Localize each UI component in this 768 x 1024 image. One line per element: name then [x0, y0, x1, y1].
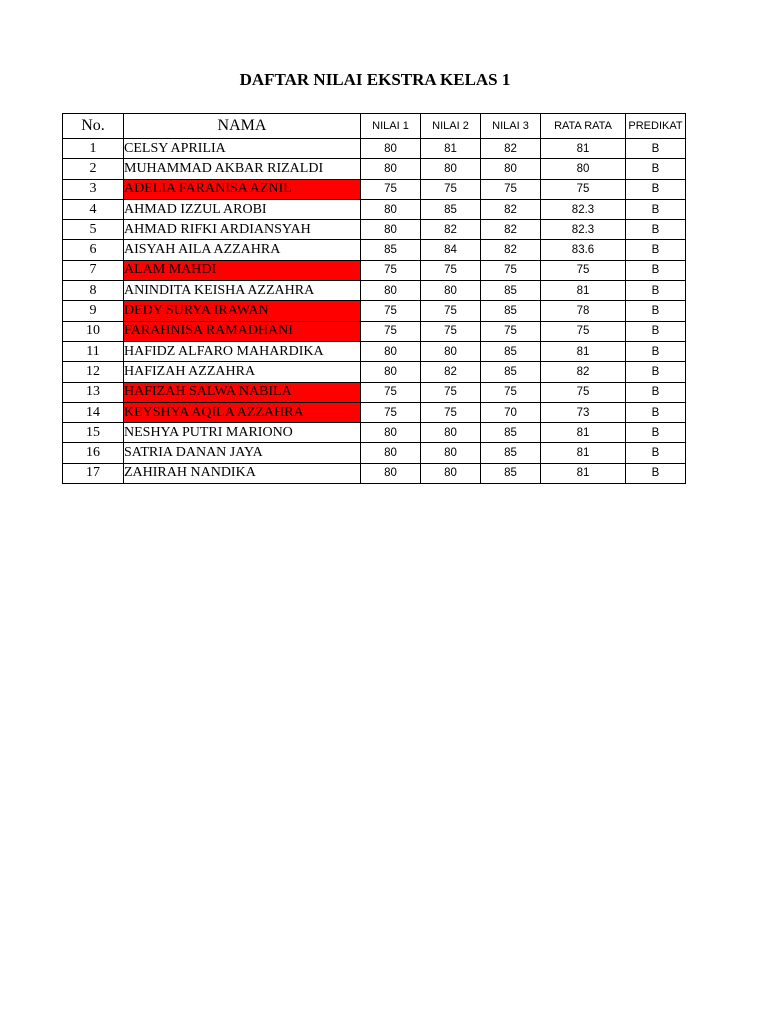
cell-rata-rata: 80 — [541, 159, 626, 179]
cell-nilai-3: 75 — [481, 382, 541, 402]
cell-rata-rata: 73 — [541, 402, 626, 422]
table-row — [63, 321, 686, 341]
table-row — [63, 179, 686, 199]
cell-nilai-1: 80 — [361, 341, 421, 361]
cell-predikat: B — [626, 443, 686, 463]
cell-nilai-2: 75 — [421, 382, 481, 402]
cell-no: 13 — [63, 382, 124, 402]
cell-nilai-1: 75 — [361, 301, 421, 321]
cell-nilai-1: 80 — [361, 220, 421, 240]
cell-nilai-3: 85 — [481, 301, 541, 321]
cell-name: FARAHNISA RAMADHANI — [124, 321, 361, 341]
table-row — [63, 341, 686, 361]
cell-no: 7 — [63, 260, 124, 280]
cell-name: HAFIZAH SALWA NABILA — [124, 382, 361, 402]
cell-nilai-3: 82 — [481, 220, 541, 240]
cell-nilai-3: 85 — [481, 341, 541, 361]
cell-rata-rata: 81 — [541, 341, 626, 361]
table-row — [63, 362, 686, 382]
cell-predikat: B — [626, 321, 686, 341]
table-row — [63, 159, 686, 179]
cell-predikat: B — [626, 281, 686, 301]
cell-rata-rata: 75 — [541, 179, 626, 199]
cell-nilai-3: 85 — [481, 423, 541, 443]
cell-rata-rata: 75 — [541, 382, 626, 402]
cell-no: 16 — [63, 443, 124, 463]
cell-nilai-3: 82 — [481, 240, 541, 260]
document-title: DAFTAR NILAI EKSTRA KELAS 1 — [239, 70, 511, 89]
header-predikat: PREDIKAT — [626, 114, 686, 139]
cell-rata-rata: 81 — [541, 443, 626, 463]
cell-rata-rata: 81 — [541, 463, 626, 483]
table-row — [63, 139, 686, 159]
cell-nilai-2: 81 — [421, 139, 481, 159]
cell-nilai-3: 85 — [481, 443, 541, 463]
cell-no: 12 — [63, 362, 124, 382]
cell-rata-rata: 78 — [541, 301, 626, 321]
header-nilai-2: NILAI 2 — [421, 114, 481, 139]
cell-no: 3 — [63, 179, 124, 199]
cell-nilai-1: 80 — [361, 159, 421, 179]
cell-rata-rata: 82.3 — [541, 199, 626, 219]
cell-no: 14 — [63, 402, 124, 422]
table-row — [63, 220, 686, 240]
cell-nilai-1: 75 — [361, 260, 421, 280]
cell-nilai-2: 82 — [421, 220, 481, 240]
cell-nilai-3: 85 — [481, 362, 541, 382]
grades-table — [62, 113, 686, 484]
cell-no: 17 — [63, 463, 124, 483]
table-row — [63, 423, 686, 443]
cell-predikat: B — [626, 240, 686, 260]
cell-nilai-2: 80 — [421, 159, 481, 179]
cell-nilai-1: 75 — [361, 321, 421, 341]
cell-nilai-3: 82 — [481, 139, 541, 159]
cell-nilai-2: 75 — [421, 301, 481, 321]
cell-rata-rata: 75 — [541, 321, 626, 341]
cell-name: SATRIA DANAN JAYA — [124, 443, 361, 463]
table-row — [63, 443, 686, 463]
cell-nilai-3: 80 — [481, 159, 541, 179]
cell-name: ADELIA FARANISA AZNIL — [124, 179, 361, 199]
cell-nilai-3: 82 — [481, 199, 541, 219]
cell-nilai-2: 75 — [421, 321, 481, 341]
table-row — [63, 260, 686, 280]
cell-predikat: B — [626, 139, 686, 159]
cell-nilai-1: 80 — [361, 199, 421, 219]
table-row — [63, 301, 686, 321]
cell-no: 6 — [63, 240, 124, 260]
cell-no: 5 — [63, 220, 124, 240]
header-no: No. — [63, 114, 124, 139]
cell-rata-rata: 81 — [541, 281, 626, 301]
cell-name: AISYAH AILA AZZAHRA — [124, 240, 361, 260]
cell-nilai-2: 75 — [421, 402, 481, 422]
cell-no: 15 — [63, 423, 124, 443]
cell-no: 1 — [63, 139, 124, 159]
cell-nilai-1: 80 — [361, 139, 421, 159]
cell-nilai-2: 80 — [421, 443, 481, 463]
cell-predikat: B — [626, 159, 686, 179]
table-header-row — [63, 114, 686, 139]
cell-nilai-3: 85 — [481, 463, 541, 483]
cell-rata-rata: 83.6 — [541, 240, 626, 260]
cell-nilai-2: 82 — [421, 362, 481, 382]
cell-nilai-3: 70 — [481, 402, 541, 422]
cell-nilai-1: 80 — [361, 362, 421, 382]
cell-predikat: B — [626, 199, 686, 219]
cell-no: 4 — [63, 199, 124, 219]
cell-rata-rata: 75 — [541, 260, 626, 280]
cell-nilai-3: 75 — [481, 260, 541, 280]
cell-nilai-1: 80 — [361, 463, 421, 483]
cell-nilai-2: 75 — [421, 179, 481, 199]
cell-predikat: B — [626, 179, 686, 199]
cell-nilai-2: 80 — [421, 341, 481, 361]
cell-predikat: B — [626, 341, 686, 361]
table-row — [63, 240, 686, 260]
cell-name: DEDY SURYA IRAWAN — [124, 301, 361, 321]
cell-nilai-2: 85 — [421, 199, 481, 219]
table-row — [63, 382, 686, 402]
cell-predikat: B — [626, 423, 686, 443]
table-body — [63, 139, 686, 484]
cell-name: KEYSHYA AQILA AZZAHRA — [124, 402, 361, 422]
cell-name: ALAM MAHDI — [124, 260, 361, 280]
cell-name: ZAHIRAH NANDIKA — [124, 463, 361, 483]
cell-nilai-1: 75 — [361, 179, 421, 199]
header-rata-rata: RATA RATA — [541, 114, 626, 139]
cell-rata-rata: 81 — [541, 139, 626, 159]
cell-nilai-3: 75 — [481, 321, 541, 341]
cell-no: 11 — [63, 341, 124, 361]
cell-name: HAFIDZ ALFARO MAHARDIKA — [124, 341, 361, 361]
cell-nilai-2: 75 — [421, 260, 481, 280]
cell-name: NESHYA PUTRI MARIONO — [124, 423, 361, 443]
cell-predikat: B — [626, 301, 686, 321]
cell-nilai-1: 80 — [361, 443, 421, 463]
cell-predikat: B — [626, 463, 686, 483]
cell-name: ANINDITA KEISHA AZZAHRA — [124, 281, 361, 301]
cell-predikat: B — [626, 362, 686, 382]
cell-rata-rata: 82.3 — [541, 220, 626, 240]
cell-rata-rata: 81 — [541, 423, 626, 443]
cell-no: 10 — [63, 321, 124, 341]
cell-predikat: B — [626, 260, 686, 280]
cell-no: 9 — [63, 301, 124, 321]
cell-nilai-2: 80 — [421, 463, 481, 483]
cell-predikat: B — [626, 382, 686, 402]
cell-name: AHMAD RIFKI ARDIANSYAH — [124, 220, 361, 240]
table-row — [63, 199, 686, 219]
table-row — [63, 281, 686, 301]
table-row — [63, 402, 686, 422]
cell-name: MUHAMMAD AKBAR RIZALDI — [124, 159, 361, 179]
cell-rata-rata: 82 — [541, 362, 626, 382]
cell-nilai-1: 80 — [361, 423, 421, 443]
cell-name: AHMAD IZZUL AROBI — [124, 199, 361, 219]
cell-nilai-2: 80 — [421, 281, 481, 301]
cell-nilai-1: 85 — [361, 240, 421, 260]
cell-nilai-2: 84 — [421, 240, 481, 260]
cell-no: 2 — [63, 159, 124, 179]
cell-nilai-3: 85 — [481, 281, 541, 301]
header-nilai-1: NILAI 1 — [361, 114, 421, 139]
cell-predikat: B — [626, 402, 686, 422]
cell-predikat: B — [626, 220, 686, 240]
cell-name: CELSY APRILIA — [124, 139, 361, 159]
table-row — [63, 463, 686, 483]
cell-name: HAFIZAH AZZAHRA — [124, 362, 361, 382]
cell-nilai-1: 75 — [361, 382, 421, 402]
cell-no: 8 — [63, 281, 124, 301]
cell-nilai-2: 80 — [421, 423, 481, 443]
cell-nilai-1: 75 — [361, 402, 421, 422]
header-nilai-3: NILAI 3 — [481, 114, 541, 139]
cell-nilai-3: 75 — [481, 179, 541, 199]
cell-nilai-1: 80 — [361, 281, 421, 301]
header-name: NAMA — [124, 114, 361, 139]
